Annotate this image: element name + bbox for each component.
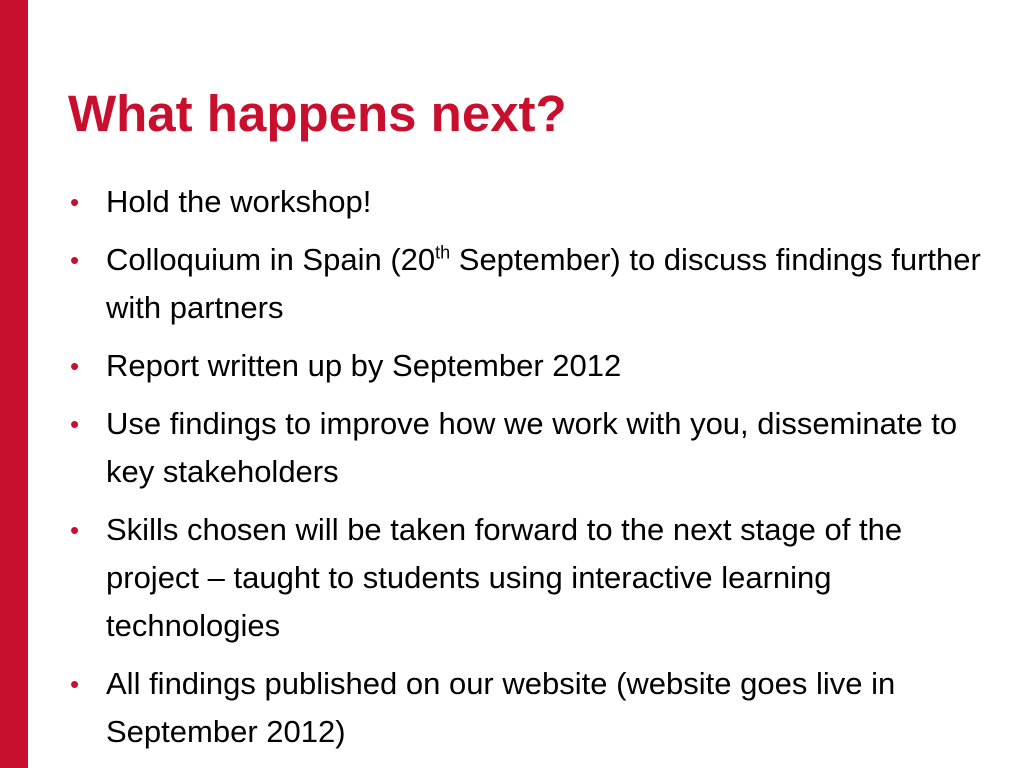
bullet-text: Use findings to improve how we work with you, disseminate to key stakeholders xyxy=(106,406,958,489)
bullet-item-skills xyxy=(68,506,988,650)
accent-bar xyxy=(0,0,28,768)
bullet-marker: • xyxy=(70,187,80,217)
bullet-item-report xyxy=(68,342,988,390)
bullet-marker: • xyxy=(70,351,80,381)
slide-title: What happens next? xyxy=(68,85,567,142)
bullet-text: All findings published on our website (website goes live in September 2012) xyxy=(106,666,896,749)
bullet-marker: • xyxy=(70,515,80,545)
ordinal-suffix: th xyxy=(435,242,451,263)
bullet-text: Skills chosen will be taken forward to the next stage of the project – taught to students using interactive learning technologies xyxy=(106,512,903,643)
bullet-text-part: September) to discuss findings further with partners xyxy=(106,242,981,325)
bullet-marker: • xyxy=(70,409,80,439)
bullet-text xyxy=(106,236,988,332)
bullet-item-workshop xyxy=(68,178,988,226)
bullet-item-website xyxy=(68,660,988,756)
bullet-marker: • xyxy=(70,245,80,275)
bullet-text-part: Colloquium in Spain (20 xyxy=(106,242,436,277)
bullet-item-findings xyxy=(68,400,988,496)
bullet-list xyxy=(68,178,988,766)
bullet-marker: • xyxy=(70,669,80,699)
bullet-item-colloquium xyxy=(68,236,988,332)
bullet-text: Hold the workshop! xyxy=(106,184,372,219)
bullet-text: Report written up by September 2012 xyxy=(106,348,622,383)
